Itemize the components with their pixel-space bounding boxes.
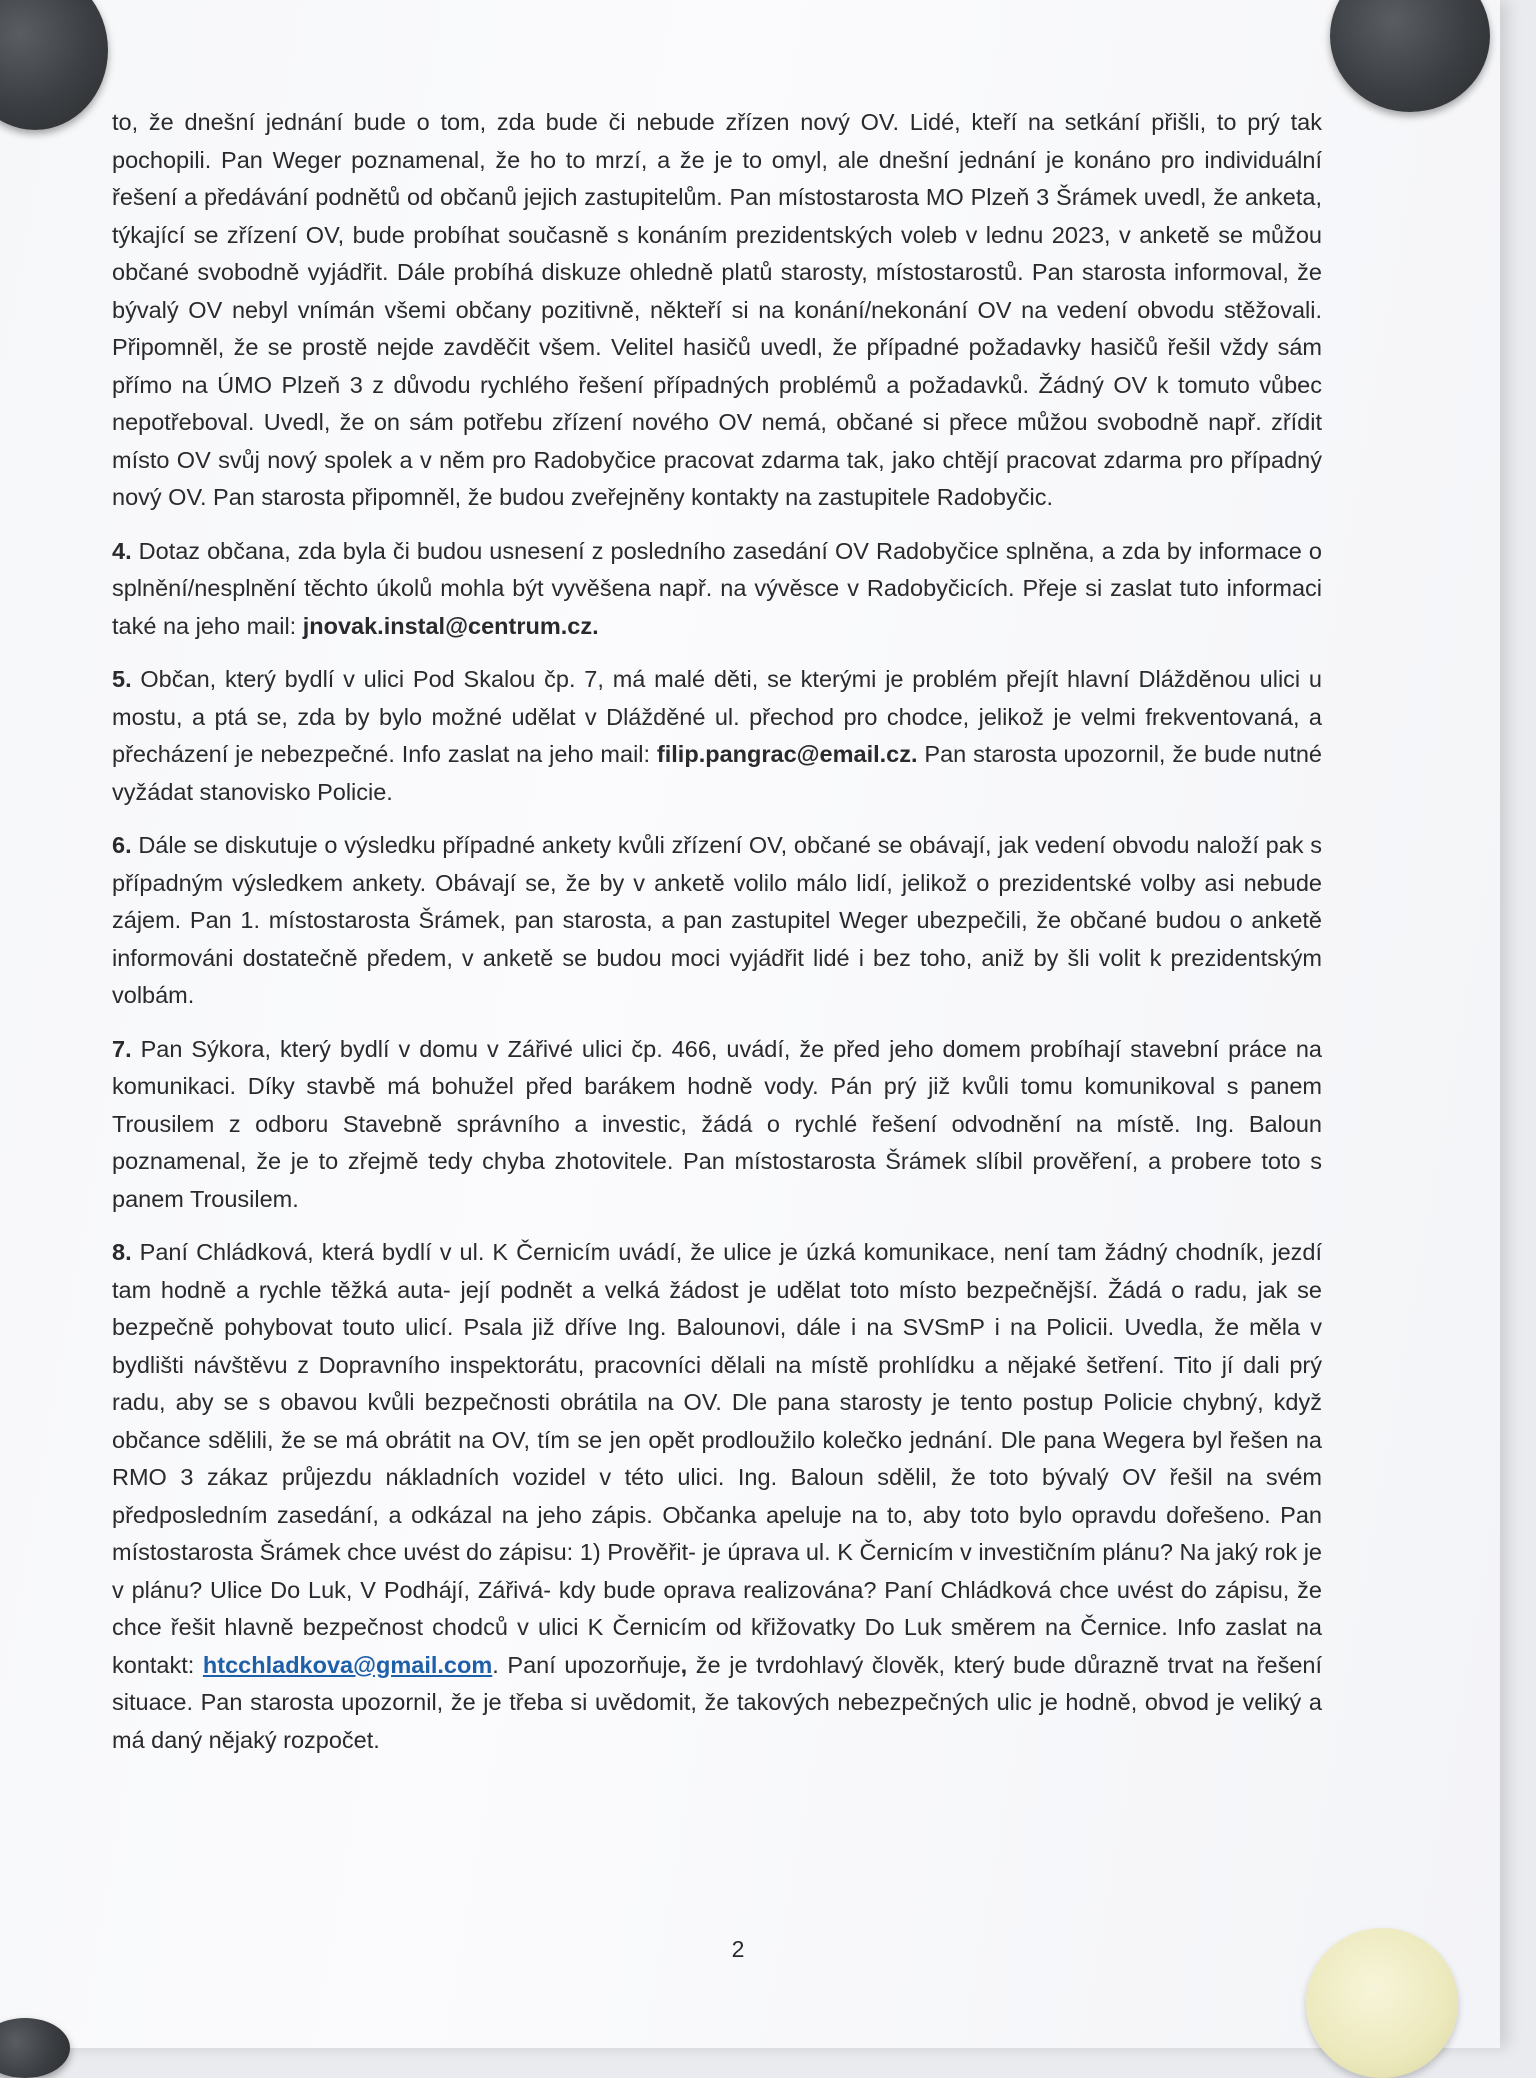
paragraph-4: 4. Dotaz občana, zda byla či budou usnesení z posledního zasedání OV Radobyčice splněna, a zda by informace o splnění/nesplnění těchto úkolů mohla být vyvěšena např. na vývěsce v Radobyčicích. Přeje si zaslat tuto informaci také na jeho mail: jnovak.instal@centrum.cz. — [112, 537, 1322, 639]
paragraph-6: 6. Dále se diskutuje o výsledku případné ankety kvůli zřízení OV, občané se obávají, jak vedení obvodu naloží pak s případným výsledkem ankety. Obávají se, že by v anketě volilo málo lidí, jelikož o prezidentské volby asi nebude zájem. Pan 1. místostarosta Šrámek, pan starosta, a pan zastupitel Weger ubezpečili, že občané budou o anketě informováni dostatečně předem, v anketě se budou moci vyjádřit lidé i bez toho, aniž by šli volit k prezidentským volbám. — [112, 832, 1322, 1008]
document-text — [112, 104, 1322, 1775]
item-number: 5. — [112, 666, 132, 692]
paragraph-5: 5. Občan, který bydlí v ulici Pod Skalou čp. 7, má malé děti, se kterými je problém přejít hlavní Dlážděnou ulici u mostu, a ptá se, zda by bylo možné udělat v Dlážděné ul. přechod pro chodce, jelikož je velmi frekventovaná, a přecházení je nebezpečné. Info zaslat na jeho mail: filip.pangrac@email.cz. Pan starosta upozornil, že bude nutné vyžádat stanovisko Policie. — [112, 666, 1322, 805]
paragraph-continued: to, že dnešní jednání bude o tom, zda bude či nebude zřízen nový OV. Lidé, kteří na setkání přišli, to prý tak pochopili. Pan Weger poznamenal, že ho to mrzí, a že je to omyl, ale dnešní jednání je konáno pro individuální řešení a předávání podnětů od občanů jejich zastupitelům. Pan místostarosta MO Plzeň 3 Šrámek uvedl, že anketa, týkající se zřízení OV, bude probíhat současně s konáním prezidentských voleb v lednu 2023, v anketě se můžou občané svobodně vyjádřit. Dále probíhá diskuze ohledně platů starosty, místostarostů. Pan starosta informoval, že bývalý OV nebyl vnímán všemi občany pozitivně, někteří si na konání/nekonání OV na vedení obvodu stěžovali. Připomněl, že se prostě nejde zavděčit všem. Velitel hasičů uvedl, že případné požadavky hasičů řešil vždy sám přímo na ÚMO Plzeň 3 z důvodu rychlého řešení případných problémů a požadavků. Žádný OV k tomuto vůbec nepotřeboval. Uvedl, že on sám potřebu zřízení nového OV nemá, občané si přece můžou svobodně např. zřídit místo OV svůj nový spolek a v něm pro Radobyčice pracovat zdarma tak, jako chtějí pracovat zdarma pro případný nový OV. Pan starosta připomněl, že budou zveřejněny kontakty na zastupitele Radobyčic. — [112, 109, 1322, 510]
item-number: 4. — [112, 537, 132, 564]
item-number: 6. — [112, 832, 132, 858]
email-link[interactable]: htcchladkova@gmail.com — [202, 1651, 493, 1678]
email-address: jnovak.instal@centrum.cz. — [302, 612, 599, 639]
item-number: 8. — [112, 1239, 132, 1265]
paragraph-7: 7. Pan Sýkora, který bydlí v domu v Zářivé ulici čp. 466, uvádí, že před jeho domem probíhají stavební práce na komunikaci. Díky stavbě má bohužel před barákem hodně vody. Pán prý již kvůli tomu komunikoval s panem Trousilem z odboru Stavebně správního a investic, žádá o rychlé řešení odvodnění na místě. Ing. Baloun poznamenal, že je to zřejmě tedy chyba zhotovitele. Pan místostarosta Šrámek slíbil prověření, a probere toto s panem Trousilem. — [112, 1035, 1322, 1212]
paragraph-8: 8. Paní Chládková, která bydlí v ul. K Černicím uvádí, že ulice je úzká komunikace, není tam žádný chodník, jezdí tam hodně a rychle těžká auta- její podnět a velká žádost je udělat toto místo bezpečnější. Žádá o radu, jak se bezpečně pohybovat touto ulicí. Psala již dříve Ing. Balounovi, dále i na SVSmP i na Policii. Uvedla, že měla v bydlišti návštěvu z Dopravního inspektorátu, pracovníci dělali na místě prohlídku a nějaké šetření. Tito jí dali prý radu, aby se s obavou kvůli bezpečnosti obrátila na OV. Dle pana starosty je tento postup Policie chybný, když občance sdělili, že se má obrátit na OV, tím se jen opět prodloužilo kolečko jednání. Dle pana Wegera byl řešen na RMO 3 zákaz průjezdu nákladních vozidel v této ulici. Ing. Baloun sdělil, že toto bývalý OV řešil na svém předposledním zasedání, a odkázal na jeho zápis. Občanka apeluje na to, aby toto bylo opravdu dořešeno. Pan místostarosta Šrámek chce uvést do zápisu: 1) Prověřit- je úprava ul. K Černicím v investičním plánu? Na jaký rok je v plánu? Ulice Do Luk, V Podhájí, Zářivá- kdy bude oprava realizována? Paní Chládková chce uvést do zápisu, že chce řešit hlavně bezpečnost chodců v ulici K Černicím od křižovatky Do Luk směrem na Černice. Info zaslat na kontakt: htcchladkova@gmail.com. Paní upozorňuje, že je tvrdohlavý člověk, který bude důrazně trvat na řešení situace. Pan starosta upozornil, že je třeba si uvědomit, že takových nebezpečných ulic je hodně, obvod je veliký a má daný nějaký rozpočet. — [112, 1239, 1322, 1753]
magnet-bottom-right — [1306, 1928, 1458, 2078]
email-address: filip.pangrac@email.cz. — [656, 741, 918, 767]
page-number: 2 — [731, 1936, 745, 1962]
item-number: 7. — [112, 1035, 132, 1062]
